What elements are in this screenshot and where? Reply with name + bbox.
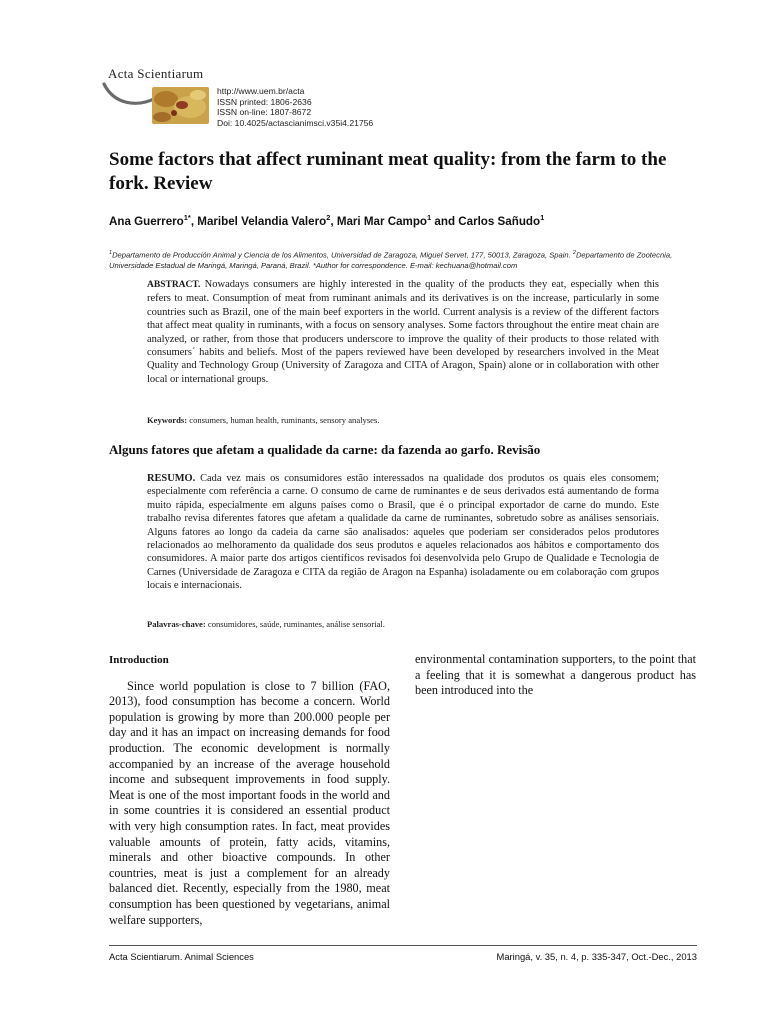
portuguese-title: Alguns fatores que afetam a qualidade da carne: da fazenda ao garfo. Revisão <box>109 442 541 457</box>
footer-citation: Maringá, v. 35, n. 4, p. 335-347, Oct.-Dec., 2013 <box>496 951 697 962</box>
affiliation-2: Departamento de Zootecnia, Universidade Estadual de Maringá, Maringá, Paraná, Brazil. *Author for correspondence. E-mail: kechuana@hotmail.com <box>109 250 673 270</box>
affiliation-mark: 1 <box>109 250 113 256</box>
section-heading-introduction: Introduction <box>109 654 169 666</box>
abstract-label: ABSTRACT. <box>147 280 201 290</box>
doi[interactable]: Doi: 10.4025/actascianimsci.v35i4.21756 <box>217 117 374 128</box>
author-affiliation-mark: 1* <box>183 213 191 222</box>
author-list <box>109 213 544 228</box>
author-separator: and <box>431 214 459 228</box>
resumo-text: Cada vez mais os consumidores estão interessados na qualidade dos produtos os quais eles consomem; especialmente com referência a carne. O consumo de carne de ruminantes e de seus derivados está aumentando de forma muito rápida, especialmente em alguns países como o Brasil, que é o principal exportador de carne do mundo. Este trabalho revisa diferentes fatores que afetam a qualidade da carne de ruminantes, sobretudo sobre as análises sensoriais. Alguns fatores ao longo da cadeia da carne são analisados: aqueles que poderiam ser considerados pelos produtores relacionados ao melhoramento da qualidade dos seus produtos e aqueles relacionados aos hábitos e comportamento dos consumidores. A maior parte dos artigos científicos revisados foi desenvolvida pelo Grupo de Qualidade e Tecnologia de Carnes (Universidade de Zaragoza e CITA da região de Aragon na Espanha) isoladamente ou em colaboração com grupos locais e internacionais. <box>147 473 659 592</box>
abstract-text: Nowadays consumers are highly interested in the quality of the products they eat, especially when this refers to meat. Consumption of meat from ruminant animals and its derivatives is on the increase, particularly in some countries such as Brazil, one of the main beef exporters in the world. Current analysis is a review of the different factors that affect meat quality in ruminants, with a focus on sensory analyses. Some factors throughout the entire meat chain are analyzed, or rather, from those that producers underscore to improve the quality of their products to those related with consumers´ habits and beliefs. Most of the papers reviewed have been developed by researchers involved in the Meat Quality and Technology Group (University of Zaragoza and CITA of Aragon, Spain) alone or in collaboration with other local or international groups. <box>147 279 659 385</box>
resumo <box>147 472 659 593</box>
author-affiliation-mark: 2 <box>326 213 331 222</box>
affiliations <box>109 248 699 271</box>
author-separator: , <box>190 214 198 228</box>
journal-meta <box>217 86 373 128</box>
palavras-chave <box>147 619 659 629</box>
author-name: Carlos Sañudo <box>458 214 541 228</box>
author-name: Maribel Velandia Valero <box>197 214 327 228</box>
affiliation-1: Departamento de Producción Animal y Ciencia de los Alimentos, Universidad de Zaragoza, Miguel Servet, 177, 50013, Zaragoza, Spain. <box>112 250 571 260</box>
keywords <box>147 415 659 425</box>
journal-name: Acta Scientiarum <box>108 66 204 81</box>
author-name: Ana Guerrero <box>109 214 184 228</box>
issn-online: ISSN on-line: 1807-8672 <box>217 107 312 118</box>
issn-printed: ISSN printed: 1806-2636 <box>217 96 312 107</box>
journal-cover-image <box>152 87 209 124</box>
intro-paragraph-continued: environmental contamination supporters, to the point that a feeling that it is somewhat a dangerous product has been introduced into the <box>415 652 696 698</box>
body-column-right <box>415 652 696 699</box>
keywords-text: consumers, human health, ruminants, sensory analyses. <box>189 415 380 425</box>
author-affiliation-mark: 1 <box>540 213 545 222</box>
palavras-chave-text: consumidores, saúde, ruminantes, análise sensorial. <box>207 619 385 629</box>
journal-logo-swoosh <box>100 78 160 112</box>
author-affiliation-mark: 1 <box>427 213 432 222</box>
affiliation-mark: 2 <box>572 250 576 256</box>
abstract <box>147 278 659 386</box>
author-name: Mari Mar Campo <box>336 214 428 228</box>
keywords-label: Keywords: <box>147 415 188 425</box>
intro-paragraph: Since world population is close to 7 billion (FAO, 2013), food consumption has become a concern. World population is growing by more than 200.000 people per day and it has an impact on increasing demands for food production. The economic development is normally accompanied by an increase of the average household income and subsequent improvements in food supply. Meat is one of the most important foods in the world and in some countries it is considered an essential product with very high consumption rates. In fact, meat provides valuable amounts of protein, fatty acids, vitamins, minerals and other bioactive compounds. In other countries, meat is just a complement for an already balanced diet. Recently, especially from the 1980, meat consumption has been questioned by vegetarians, animal welfare supporters, <box>109 678 390 927</box>
author-separator: , <box>330 214 337 228</box>
article-title: Some factors that affect ruminant meat quality: from the farm to the fork. Review <box>109 149 667 194</box>
palavras-chave-label: Palavras-chave: <box>147 619 206 629</box>
footer-journal: Acta Scientiarum. Animal Sciences <box>109 951 254 962</box>
body-column-left <box>109 653 390 928</box>
resumo-label: RESUMO. <box>147 473 196 484</box>
journal-url[interactable]: http://www.uem.br/acta <box>217 86 305 96</box>
footer-divider <box>109 945 697 946</box>
